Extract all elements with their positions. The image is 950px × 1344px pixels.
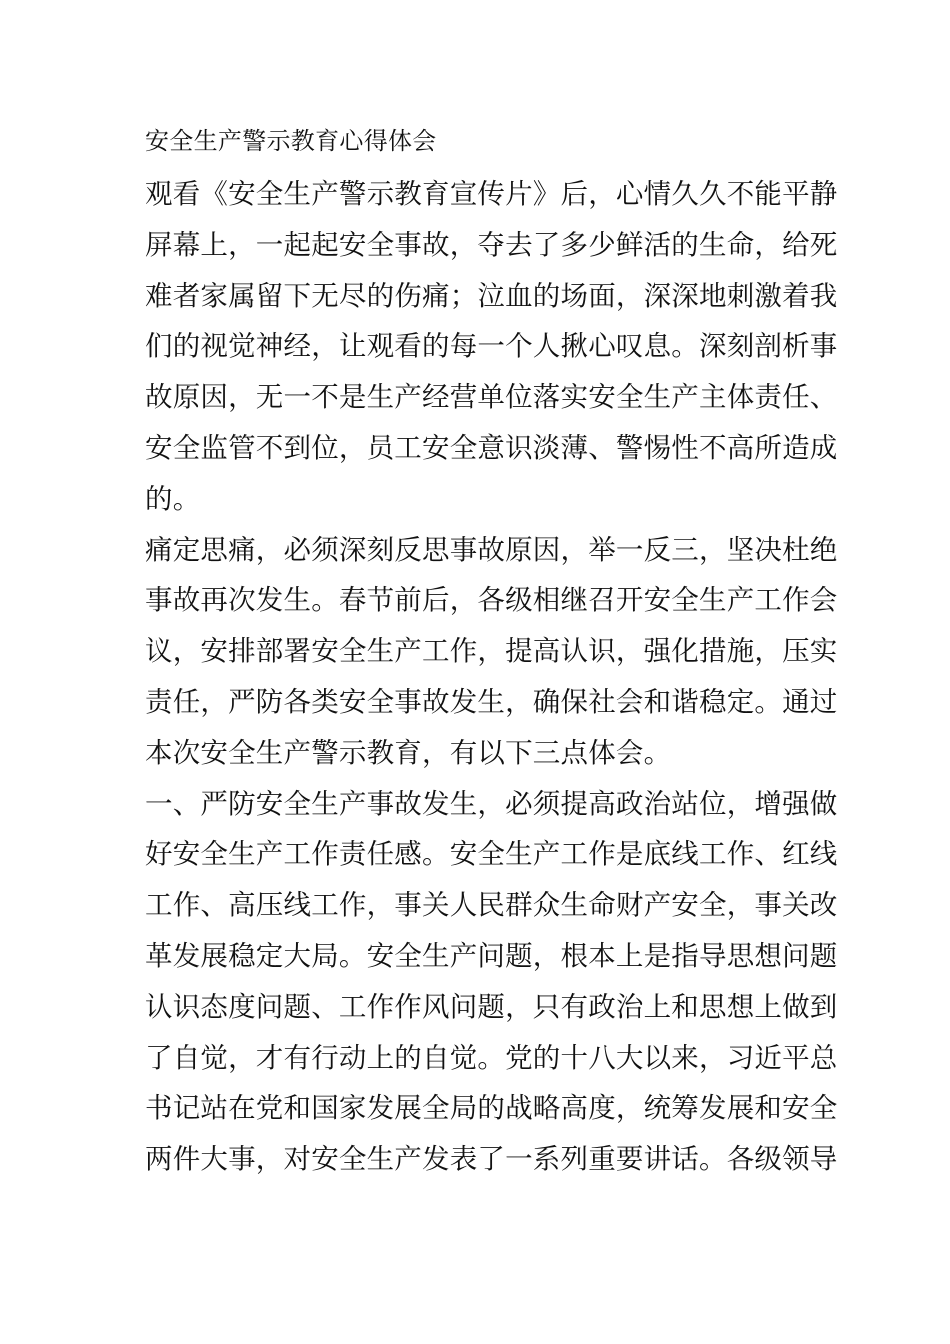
text-line: 故原因，无一不是生产经营单位落实安全生产主体责任、: [145, 381, 838, 414]
document-body: [145, 171, 838, 1187]
text-line: 革发展稳定大局。安全生产问题，根本上是指导思想问题: [145, 939, 838, 972]
text-line: 难者家属留下无尽的伤痛；泣血的场面，深深地刺激着我: [145, 279, 838, 312]
text-line: 责任，严防各类安全事故发生，确保社会和谐稳定。通过: [145, 685, 838, 718]
text-line: 议，安排部署安全生产工作，提高认识，强化措施，压实: [145, 635, 838, 668]
document-title: 安全生产警示教育心得体会: [145, 127, 437, 155]
text-line: 工作、高压线工作，事关人民群众生命财产安全，事关改: [145, 889, 838, 922]
text-line: 观看《安全生产警示教育宣传片》后，心情久久不能平静: [145, 178, 838, 210]
text-line: 了自觉，才有行动上的自觉。党的十八大以来，习近平总: [145, 1041, 838, 1074]
text-line: 们的视觉神经，让观看的每一个人揪心叹息。深刻剖析事: [145, 330, 838, 363]
text-line: 一、严防安全生产事故发生，必须提高政治站位，增强做: [145, 787, 838, 820]
text-line: 屏幕上，一起起安全事故，夺去了多少鲜活的生命，给死: [145, 228, 838, 261]
text-line: 事故再次发生。春节前后，各级相继召开安全生产工作会: [145, 584, 838, 617]
text-line: 书记站在党和国家发展全局的战略高度，统筹发展和安全: [145, 1092, 838, 1125]
text-line: 认识态度问题、工作作风问题，只有政治上和思想上做到: [145, 990, 838, 1023]
text-line: 本次安全生产警示教育，有以下三点体会。: [145, 736, 672, 769]
text-line: 安全监管不到位，员工安全意识淡薄、警惕性不高所造成: [145, 431, 838, 464]
text-line: 痛定思痛，必须深刻反思事故原因，举一反三，坚决杜绝: [145, 533, 838, 566]
text-line: 两件大事，对安全生产发表了一系列重要讲话。各级领导: [145, 1143, 838, 1176]
text-line: 的。: [145, 482, 201, 515]
text-line: 好安全生产工作责任感。安全生产工作是底线工作、红线: [145, 838, 838, 871]
